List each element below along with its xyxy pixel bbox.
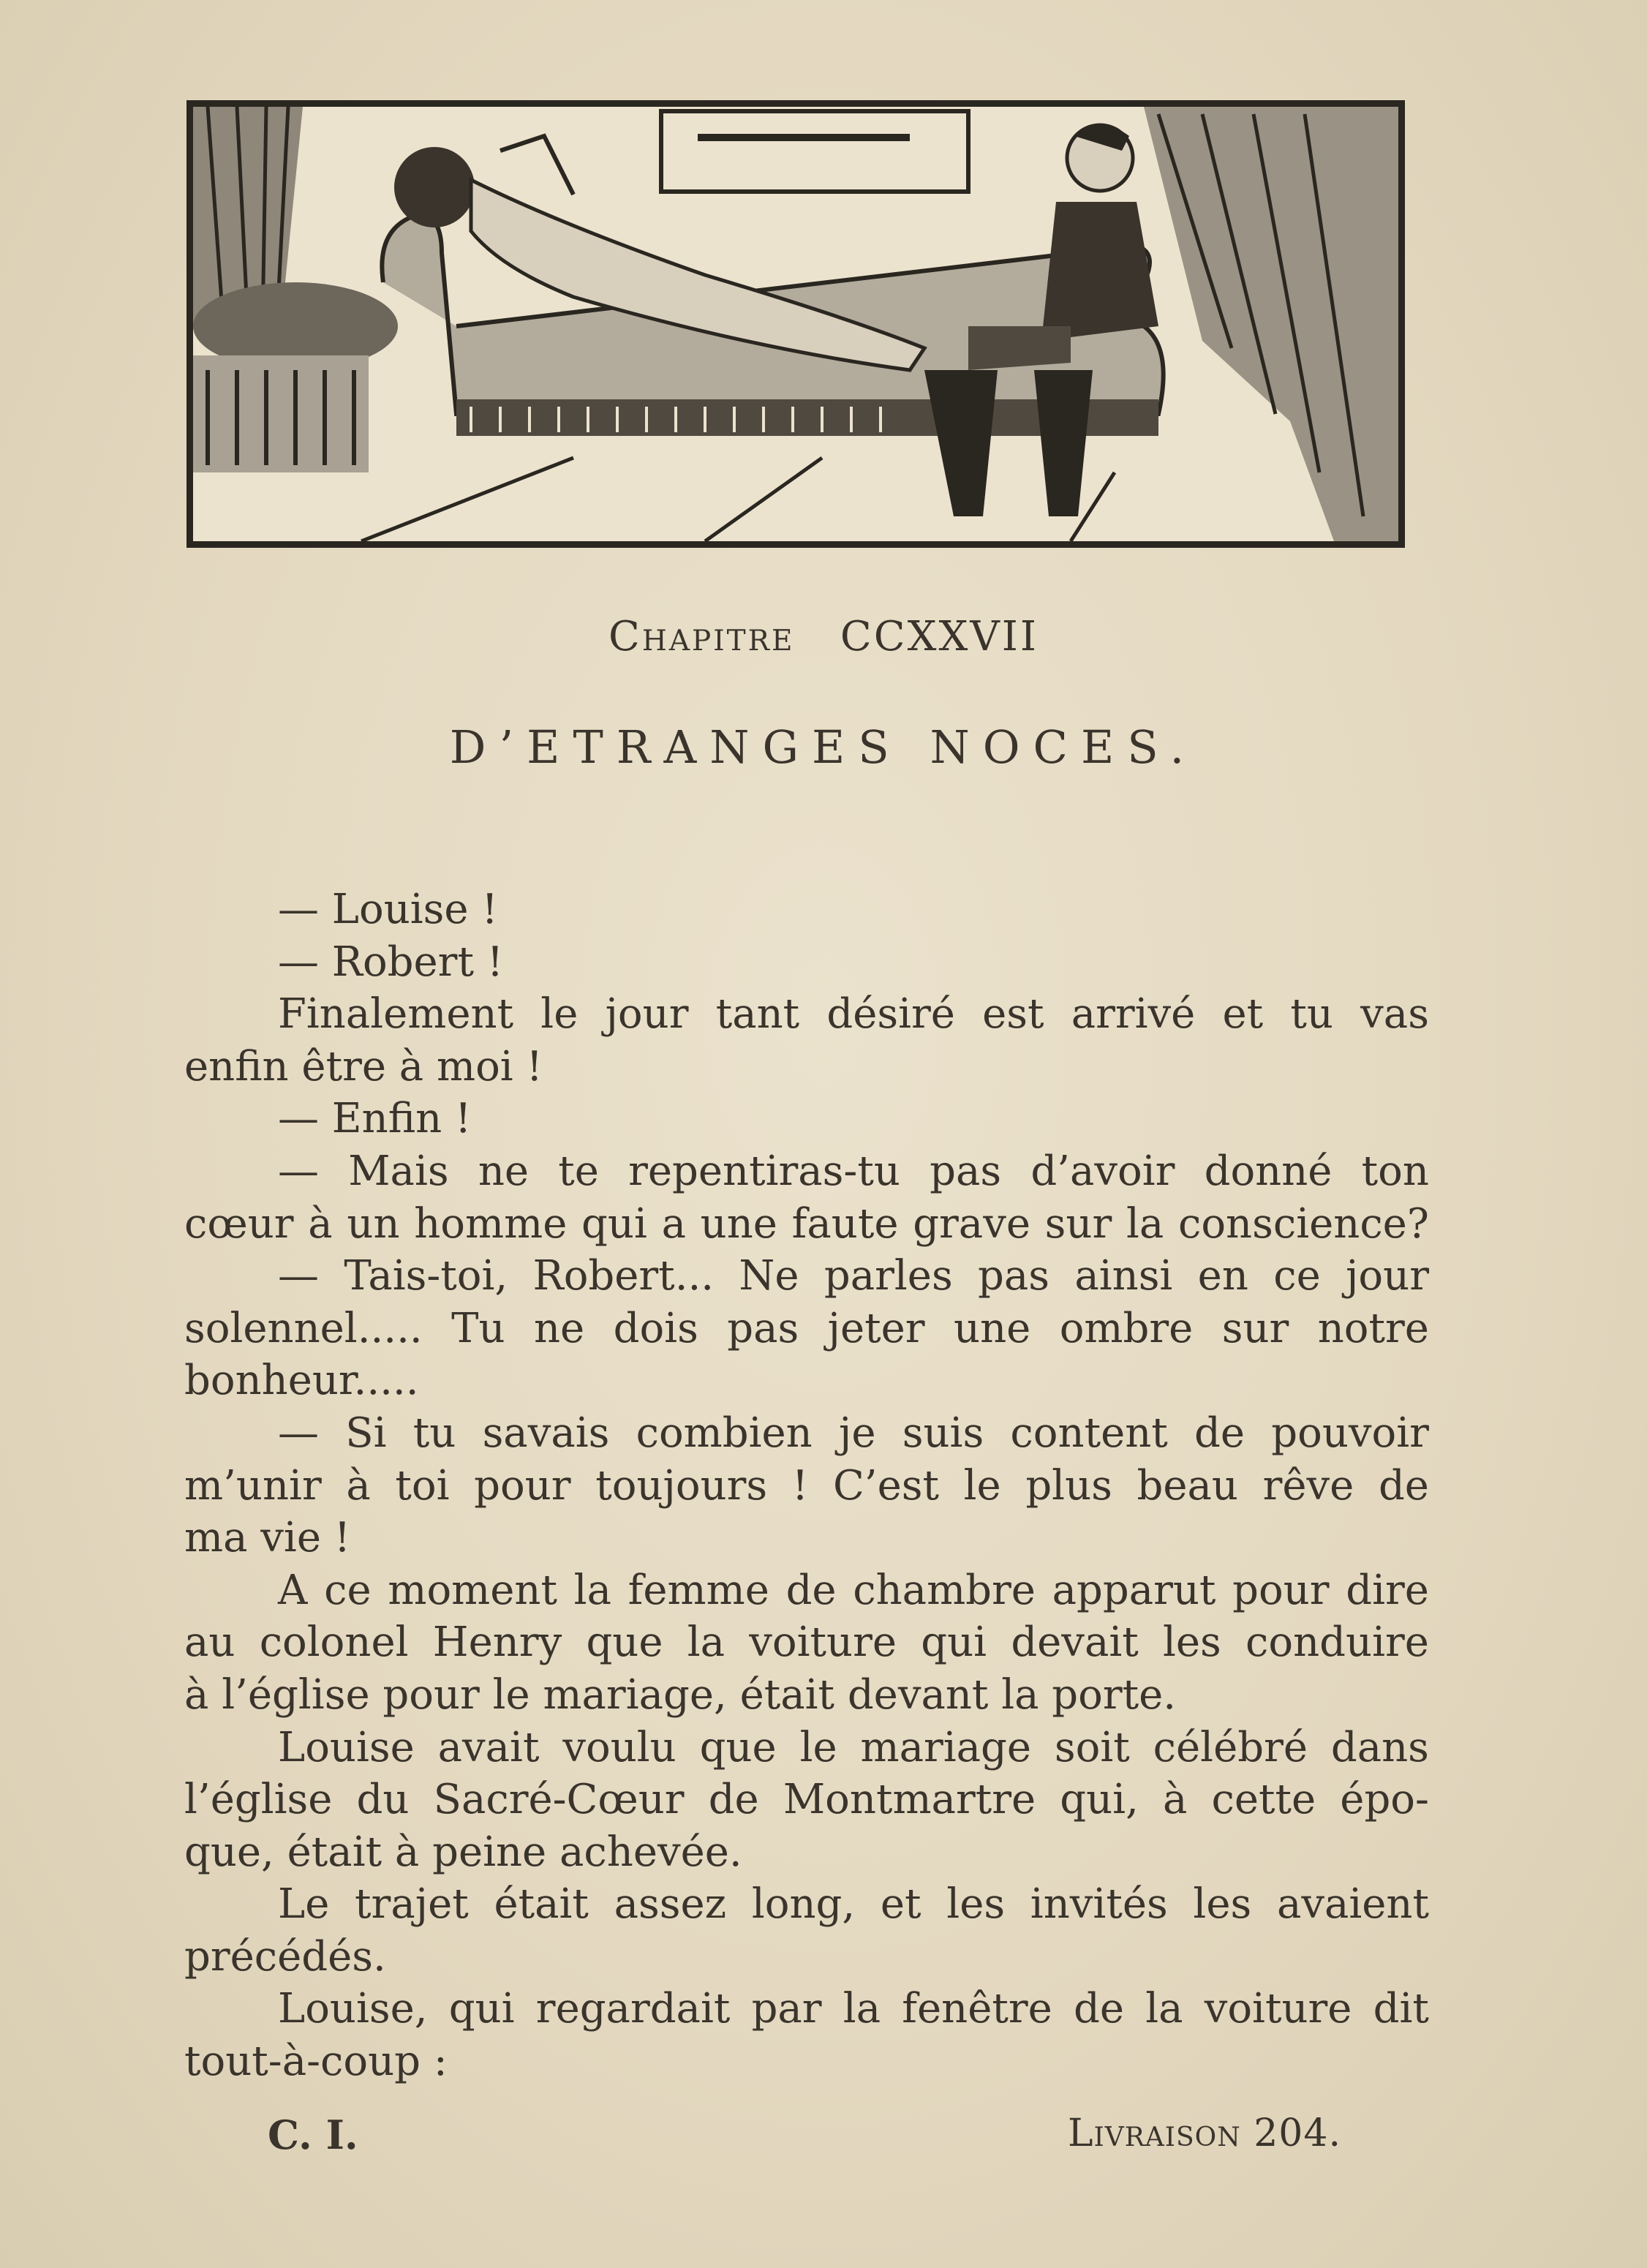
- word: pour: [474, 1461, 571, 1510]
- word: et: [1222, 990, 1264, 1039]
- word: !: [791, 1461, 809, 1510]
- text-line: précédés.: [184, 1932, 386, 1981]
- word: dans: [1330, 1723, 1429, 1771]
- word: apparut: [1052, 1566, 1216, 1614]
- word: arrivé: [1071, 990, 1196, 1039]
- word: A: [278, 1566, 308, 1614]
- word: que: [586, 1619, 663, 1667]
- word: assez: [614, 1880, 727, 1929]
- word: Robert...: [532, 1252, 715, 1300]
- word: pas: [978, 1252, 1049, 1300]
- word: Mais: [348, 1147, 449, 1195]
- word: à: [1163, 1776, 1188, 1824]
- word: pas: [930, 1147, 1002, 1195]
- word: et: [880, 1880, 922, 1929]
- word: toujours: [595, 1461, 768, 1510]
- word: combien: [636, 1409, 813, 1457]
- word: ce: [1273, 1252, 1321, 1300]
- word: ainsi: [1074, 1252, 1173, 1300]
- installment-number: 204.: [1254, 2111, 1341, 2155]
- word: jour: [605, 990, 689, 1039]
- text-line: [184, 988, 1429, 1041]
- word: les: [1193, 1880, 1252, 1929]
- word: cœur: [184, 1199, 294, 1248]
- word: vas: [1360, 990, 1429, 1039]
- word: dit: [1373, 1985, 1429, 2033]
- word: Louise: [278, 1723, 415, 1771]
- word: désiré: [826, 990, 955, 1039]
- word: Louise,: [278, 1985, 428, 2033]
- word: du: [356, 1776, 410, 1824]
- word: content: [1010, 1409, 1168, 1457]
- word: Sacré-Cœur: [433, 1776, 685, 1824]
- text-line: [184, 1983, 1429, 2035]
- text-line: — Enfin !: [278, 1095, 472, 1143]
- word: cette: [1211, 1776, 1316, 1824]
- word: trajet: [355, 1880, 469, 1929]
- word: Le: [278, 1880, 330, 1929]
- word: suis: [902, 1409, 984, 1457]
- word: Si: [345, 1409, 387, 1457]
- word: invités: [1030, 1880, 1168, 1929]
- text-line: à l’église pour le mariage, était devant la porte.: [184, 1670, 1177, 1719]
- word: tu: [412, 1409, 456, 1457]
- word: Finalement: [278, 990, 514, 1039]
- word: ton: [1361, 1147, 1429, 1195]
- text-line: [184, 1460, 1429, 1512]
- text-line: [184, 1250, 1429, 1303]
- word: solennel.....: [184, 1304, 423, 1352]
- word: toi: [395, 1461, 450, 1510]
- word: Henry: [432, 1619, 562, 1667]
- word: le: [799, 1723, 837, 1771]
- word: jour: [1346, 1252, 1429, 1300]
- text-line: [184, 1616, 1429, 1669]
- text-line: [184, 1407, 1429, 1460]
- text-line: [184, 1878, 1429, 1931]
- word: devait: [1011, 1619, 1139, 1667]
- word: qui: [581, 1199, 647, 1248]
- word: regardait: [535, 1985, 731, 2033]
- word: la: [573, 1566, 611, 1614]
- text-line: [184, 1145, 1429, 1198]
- word: la: [687, 1619, 725, 1667]
- word: a: [661, 1199, 686, 1248]
- word: ce: [324, 1566, 372, 1614]
- word: Tais-toi,: [344, 1252, 508, 1300]
- word: de: [708, 1776, 759, 1824]
- word: que: [699, 1723, 777, 1771]
- text-line: [184, 1774, 1429, 1826]
- word: parles: [824, 1252, 953, 1300]
- word: pour: [1232, 1566, 1330, 1614]
- word: est: [982, 990, 1044, 1039]
- word: le: [963, 1461, 1001, 1510]
- word: femme: [627, 1566, 769, 1614]
- word: de: [785, 1566, 837, 1614]
- installment-label: Livraison: [1067, 2111, 1241, 2155]
- chapter-header-engraving: [186, 100, 1405, 548]
- word: —: [278, 1252, 319, 1300]
- word: mariage: [860, 1723, 1032, 1771]
- chapter-heading: [0, 613, 1647, 660]
- word: notre: [1317, 1304, 1429, 1352]
- word: voiture: [1204, 1985, 1352, 2033]
- word: conduire: [1245, 1619, 1429, 1667]
- word: long,: [751, 1880, 856, 1929]
- word: chambre: [853, 1566, 1036, 1614]
- word: une: [700, 1199, 777, 1248]
- word: tant: [715, 990, 800, 1039]
- text-line: ma vie !: [184, 1514, 351, 1562]
- body-text: [184, 884, 1429, 2088]
- word: fenêtre: [902, 1985, 1052, 2033]
- word: par: [751, 1985, 822, 2033]
- word: colonel: [259, 1619, 409, 1667]
- word: qui: [448, 1985, 515, 2033]
- word: de: [1073, 1985, 1124, 2033]
- word: au: [184, 1619, 235, 1667]
- word: grave: [913, 1199, 1030, 1248]
- word: qui,: [1060, 1776, 1139, 1824]
- word: sur: [1221, 1304, 1289, 1352]
- word: dire: [1346, 1566, 1429, 1614]
- word: à: [308, 1199, 333, 1248]
- word: l’église: [184, 1776, 333, 1824]
- word: repentiras-tu: [628, 1147, 900, 1195]
- word: donné: [1204, 1147, 1333, 1195]
- word: d’avoir: [1030, 1147, 1175, 1195]
- footer-installment: [1068, 2111, 1341, 2155]
- word: le: [540, 990, 578, 1039]
- text-line: [184, 1564, 1429, 1617]
- footer-signature: C. I.: [268, 2111, 358, 2158]
- word: plus: [1025, 1461, 1112, 1510]
- word: homme: [414, 1199, 568, 1248]
- word: Tu: [451, 1304, 505, 1352]
- text-line: enfin être à moi !: [184, 1042, 543, 1090]
- word: Ne: [739, 1252, 799, 1300]
- word: la: [1126, 1199, 1164, 1248]
- word: beau: [1137, 1461, 1238, 1510]
- word: sur: [1044, 1199, 1112, 1248]
- text-line: tout-à-coup :: [184, 2038, 448, 2086]
- word: pas: [727, 1304, 799, 1352]
- chapter-word: Chapitre: [608, 613, 795, 660]
- word: la: [843, 1985, 881, 2033]
- word: qui: [921, 1619, 987, 1667]
- word: moment: [388, 1566, 557, 1614]
- word: dois: [613, 1304, 698, 1352]
- engraving-couple-on-sofa-icon: [193, 107, 1398, 541]
- word: soit: [1054, 1723, 1130, 1771]
- word: la: [1145, 1985, 1183, 2033]
- word: jeter: [827, 1304, 925, 1352]
- word: voiture: [749, 1619, 897, 1667]
- word: les: [946, 1880, 1006, 1929]
- text-line: [184, 1722, 1429, 1774]
- text-line: [184, 1303, 1429, 1355]
- chapter-title: D’ETRANGES NOCES.: [449, 720, 1198, 774]
- word: faute: [791, 1199, 899, 1248]
- text-line: [184, 1198, 1429, 1251]
- word: ne: [533, 1304, 585, 1352]
- text-line: — Louise !: [278, 886, 498, 933]
- word: conscience?: [1177, 1199, 1429, 1248]
- text-line: bonheur.....: [184, 1357, 419, 1405]
- word: un: [347, 1199, 400, 1248]
- word: une: [954, 1304, 1031, 1352]
- word: —: [278, 1147, 319, 1195]
- word: à: [346, 1461, 371, 1510]
- word: était: [494, 1880, 589, 1929]
- word: —: [278, 1409, 319, 1457]
- word: en: [1197, 1252, 1248, 1300]
- chapter-number: CCXXVII: [840, 613, 1039, 660]
- word: ne: [478, 1147, 529, 1195]
- word: de: [1194, 1409, 1245, 1457]
- word: ombre: [1059, 1304, 1194, 1352]
- text-line: — Robert !: [278, 938, 504, 986]
- text-line: que, était à peine achevée.: [184, 1828, 742, 1876]
- word: de: [1378, 1461, 1429, 1510]
- word: avaient: [1276, 1880, 1429, 1929]
- word: C’est: [832, 1461, 939, 1510]
- word: voulu: [562, 1723, 676, 1771]
- word: te: [558, 1147, 599, 1195]
- word: avait: [437, 1723, 540, 1771]
- word: pouvoir: [1271, 1409, 1429, 1457]
- word: tu: [1290, 990, 1333, 1039]
- word: rêve: [1262, 1461, 1354, 1510]
- word: Montmartre: [783, 1776, 1036, 1824]
- word: savais: [482, 1409, 610, 1457]
- word: célébré: [1153, 1723, 1308, 1771]
- word: je: [838, 1409, 876, 1457]
- word: m’unir: [184, 1461, 322, 1510]
- word: épo-: [1340, 1776, 1429, 1824]
- word: les: [1162, 1619, 1221, 1667]
